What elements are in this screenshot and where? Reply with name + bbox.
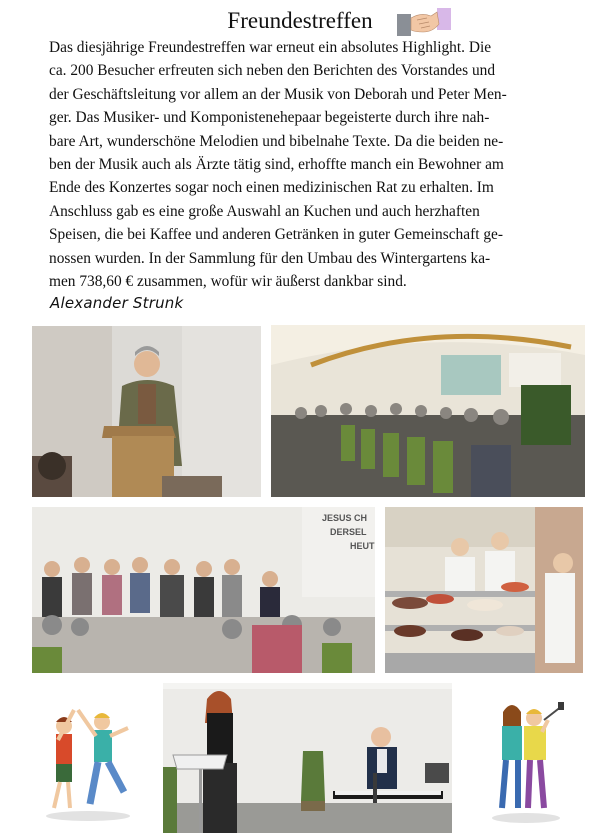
article-line: nossen wurden. In der Sammlung für den Umbau des Wintergartens ka-	[49, 249, 491, 267]
article-line: Ende des Konzertes sogar noch einen medizinischen Rat zu erhalten. Im	[49, 179, 494, 197]
selfie-friends-icon	[488, 696, 566, 824]
wall-sign-line: JESUS CH	[322, 513, 368, 523]
article-line: Anschluss gab es eine große Auswahl an Kuchen und auch herzhaften	[49, 202, 480, 220]
photo-musicians	[163, 683, 452, 833]
article-line: men 738,60 € zusammen, wofür wir äußerst dankbar sind.	[49, 273, 407, 291]
page-title-row	[0, 8, 604, 34]
wall-sign-line: DERSEL	[330, 527, 367, 537]
photo-choir	[32, 507, 375, 673]
article-line: bare Art, wunderschöne Melodien und bibelnahe Texte. Da die beiden ne-	[49, 132, 504, 150]
article-body	[49, 36, 559, 293]
article-line: Speisen, die bei Kaffee und anderen Getränken in guter Gemeinschaft ge-	[49, 226, 503, 244]
dancing-couple-icon	[40, 700, 136, 822]
article-line: ben der Musik auch als Ärzte tätig sind, erhoffte manch ein Bewohner am	[49, 156, 504, 174]
photo-audience-hall	[271, 325, 585, 497]
wall-sign-line: HEUT	[350, 541, 375, 551]
article-line: ger. Das Musiker- und Komponistenehepaar begeisterte durch ihre nah-	[49, 109, 490, 127]
article-line: ca. 200 Besucher erfreuten sich neben den Berichten des Vorstandes und	[49, 62, 496, 80]
photo-cake-buffet	[385, 507, 583, 673]
page-title: Freundestreffen	[227, 8, 373, 33]
author-signature: Alexander Strunk	[50, 294, 184, 312]
photo-speaker-lectern	[32, 326, 261, 497]
article-line: Das diesjährige Freundestreffen war erneut ein absolutes Highlight. Die	[49, 39, 492, 56]
article-line: der Geschäftsleitung vor allem an der Musik von Deborah und Peter Men-	[49, 85, 507, 103]
